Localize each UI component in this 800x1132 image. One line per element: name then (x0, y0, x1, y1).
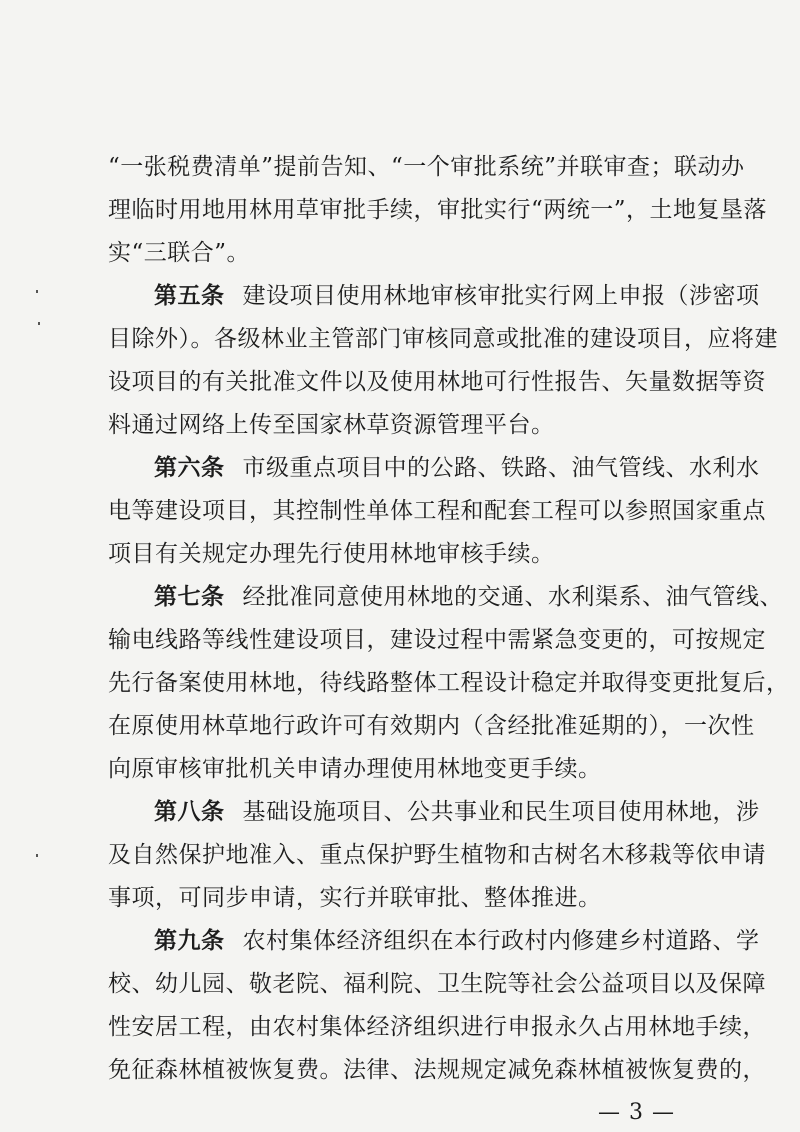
text-line: “一张税费清单”提前告知、“一个审批系统”并联审查；联动办 (108, 154, 745, 180)
text-line: 校、幼儿园、敬老院、福利院、卫生院等社会公益项目以及保障 (108, 971, 766, 997)
article-5-label: 第五条 (154, 283, 225, 309)
article-7-first-text: 经批准同意使用林地的交通、水利渠系、油气管线、 (242, 584, 783, 610)
article-7-first-line (154, 580, 783, 614)
scan-mark (36, 854, 38, 857)
scan-mark (36, 290, 38, 293)
article-7-label: 第七条 (154, 584, 225, 610)
article-6-label: 第六条 (154, 455, 225, 481)
text-line: 设项目的有关批准文件以及使用林地可行性报告、矢量数据等资 (108, 369, 766, 395)
article-9-label: 第九条 (154, 928, 225, 954)
text-line: 实“三联合”。 (108, 240, 251, 266)
text-line: 料通过网络上传至国家林草资源管理平台。 (108, 412, 555, 438)
text-line: 及自然保护地准入、重点保护野生植物和古树名木移栽等依申请 (108, 842, 766, 868)
text-line: 向原审核审批机关申请办理使用林地变更手续。 (108, 756, 602, 782)
text-line: 理临时用地用林用草审批手续，审批实行“两统一”，土地复垦落 (108, 197, 768, 223)
article-9-first-line (154, 924, 760, 958)
text-line: 输电线路等线性建设项目，建设过程中需紧急变更的，可按规定 (108, 627, 766, 653)
text-line: 免征森林植被恢复费。法律、法规规定减免森林植被恢复费的， (108, 1057, 766, 1083)
text-line: 先行备案使用林地，待线路整体工程设计稳定并取得变更批复后， (108, 670, 790, 696)
text-line: 电等建设项目，其控制性单体工程和配套工程可以参照国家重点 (108, 498, 766, 524)
text-line: 在原使用林草地行政许可有效期内（含经批准延期的），一次性 (108, 713, 755, 739)
article-9-first-text: 农村集体经济组织在本行政村内修建乡村道路、学 (242, 928, 760, 954)
article-5-first-line (154, 279, 760, 313)
article-5-first-text: 建设项目使用林地审核审批实行网上申报（涉密项 (242, 283, 760, 309)
text-line: 事项，可同步申请，实行并联审批、整体推进。 (108, 885, 602, 911)
scan-mark (38, 322, 40, 325)
page-number: — 3 — (598, 1100, 675, 1125)
article-8-label: 第八条 (154, 799, 225, 825)
text-line: 目除外）。各级林业主管部门审核同意或批准的建设项目，应将建 (108, 326, 778, 352)
text-line: 项目有关规定办理先行使用林地审核手续。 (108, 541, 555, 567)
article-8-first-text: 基础设施项目、公共事业和民生项目使用林地，涉 (242, 799, 760, 825)
article-6-first-text: 市级重点项目中的公路、铁路、油气管线、水利水 (242, 455, 760, 481)
article-8-first-line (154, 795, 760, 829)
text-line: 性安居工程，由农村集体经济组织进行申报永久占用林地手续， (108, 1014, 766, 1040)
article-6-first-line (154, 451, 760, 485)
